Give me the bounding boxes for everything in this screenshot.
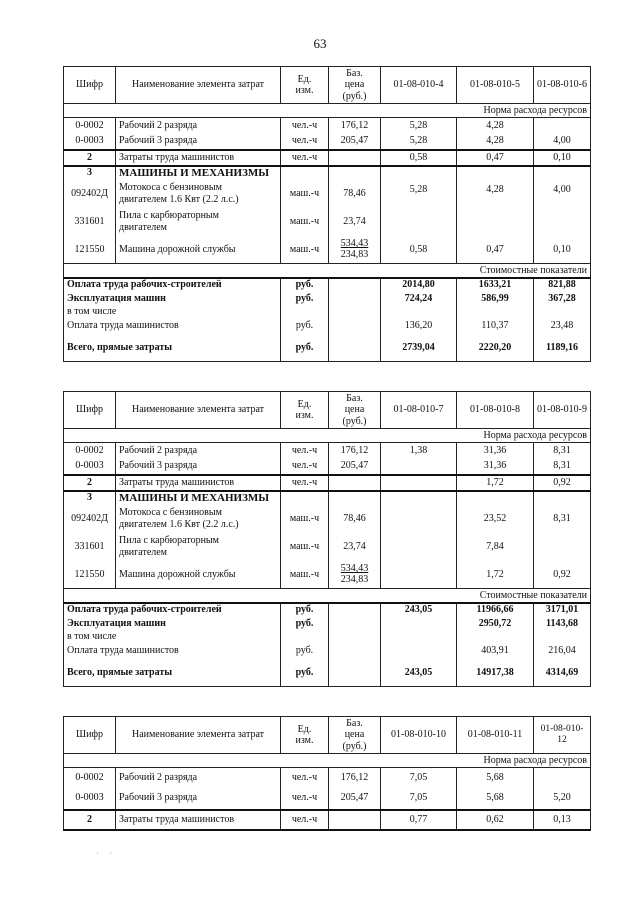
row-code: 0-0002 [64,118,116,134]
row-code: 2 [64,810,116,830]
norm-label: Норма расхода ресурсов [64,429,591,443]
row-name: Машина дорожной службы [116,561,281,589]
row-price: 176,12 [329,443,381,459]
price-header: Баз. цена (руб.) [329,67,381,104]
cost-value: 110,37 [457,318,534,334]
row-value: 5,68 [457,768,534,788]
norm-table-3 [63,716,591,831]
row-code: 3 [64,166,116,180]
row-name: Мотокоса с бензиновым двигателем 1.6 Квт (2.2 л.с.) [116,180,281,208]
cost-unit: руб. [281,278,329,292]
table-row [64,236,591,264]
row-code: 331601 [64,533,116,561]
cost-name: Оплата труда рабочих-строителей [64,278,281,292]
norm-label-row [64,104,591,118]
row-name: Рабочий 2 разряда [116,768,281,788]
row-value: 0,13 [534,810,591,830]
cost-value: 23,48 [534,318,591,334]
row-value: 0,92 [534,561,591,589]
page-number: 63 [313,36,327,51]
cost-name: Эксплуатация машин [64,292,281,306]
row-code: 092402Д [64,180,116,208]
row-value: 0,47 [457,150,534,166]
row-name: Машина дорожной службы [116,236,281,264]
row-value [381,561,457,589]
cost-name: Всего, прямые затраты [64,659,281,687]
row-value [534,208,591,236]
row-price: 176,12 [329,118,381,134]
row-value [381,459,457,475]
cost-name: Эксплуатация машин [64,617,281,631]
cost-unit: руб. [281,659,329,687]
table-row [64,150,591,166]
row-value [381,533,457,561]
row-name: Рабочий 2 разряда [116,118,281,134]
row-code: 0-0002 [64,768,116,788]
cost-value: 724,24 [381,292,457,306]
row-value: 0,10 [534,236,591,264]
header-row [64,67,591,104]
cost-value: 1633,21 [457,278,534,292]
norm-code: 01-08-010-6 [534,67,591,104]
cost-value: 243,05 [381,603,457,617]
cost-unit: руб. [281,643,329,659]
row-unit: чел.-ч [281,788,329,810]
row-value: 8,31 [534,443,591,459]
row-code: 0-0003 [64,459,116,475]
row-code: 2 [64,150,116,166]
cost-row [64,603,591,617]
row-value: 0,62 [457,810,534,830]
cost-value: 367,28 [534,292,591,306]
norm-code: 01-08-010-11 [457,717,534,754]
row-name: Рабочий 3 разряда [116,459,281,475]
cost-unit: руб. [281,603,329,617]
row-value: 0,58 [381,236,457,264]
row-code: 092402Д [64,505,116,533]
norm-label-row [64,754,591,768]
row-code: 3 [64,491,116,505]
cost-label-row [64,264,591,278]
row-unit: чел.-ч [281,475,329,491]
row-value: 4,28 [457,118,534,134]
name-header: Наименование элемента затрат [116,67,281,104]
row-value [457,208,534,236]
row-code: 2 [64,475,116,491]
row-value: 5,28 [381,180,457,208]
row-name: Мотокоса с бензиновым двигателем 1.6 Квт (2.2 л.с.) [116,505,281,533]
cost-name: Оплата труда рабочих-строителей [64,603,281,617]
cost-unit: руб. [281,318,329,334]
table-row [64,810,591,830]
row-price: 176,12 [329,768,381,788]
row-price [329,475,381,491]
cost-value: 3171,01 [534,603,591,617]
row-value [381,505,457,533]
row-value: 5,68 [457,788,534,810]
cost-value: 2739,04 [381,334,457,362]
cost-value: 1143,68 [534,617,591,631]
row-value: 1,72 [457,475,534,491]
row-value: 0,58 [381,150,457,166]
row-price [329,150,381,166]
row-unit: маш.-ч [281,505,329,533]
cost-label: Стоимостные показатели [64,264,591,278]
price-header: Баз. цена (руб.) [329,717,381,754]
cost-row [64,306,591,318]
name-header: Наименование элемента затрат [116,392,281,429]
cost-value [381,643,457,659]
row-value [534,533,591,561]
norm-code: 01-08-010-4 [381,67,457,104]
row-value: 7,05 [381,788,457,810]
norm-table-1 [63,66,591,362]
table-row [64,505,591,533]
row-value [534,768,591,788]
row-name: Рабочий 2 разряда [116,443,281,459]
norm-code: 01-08-010-5 [457,67,534,104]
cost-value: 2220,20 [457,334,534,362]
row-value: 8,31 [534,505,591,533]
norm-table-2 [63,391,591,687]
row-price: 534,43 234,83 [329,236,381,264]
row-unit: маш.-ч [281,236,329,264]
row-name: Рабочий 3 разряда [116,788,281,810]
cost-value: 243,05 [381,659,457,687]
code-header: Шифр [64,67,116,104]
cost-name: в том числе [64,631,281,643]
cost-row [64,318,591,334]
cost-row [64,643,591,659]
norm-code: 01-08-010-8 [457,392,534,429]
row-value: 1,72 [457,561,534,589]
row-value: 7,84 [457,533,534,561]
row-value: 4,00 [534,180,591,208]
row-unit: маш.-ч [281,533,329,561]
cost-name: в том числе [64,306,281,318]
table-row [64,475,591,491]
row-value [381,475,457,491]
cost-value: 11966,66 [457,603,534,617]
row-unit: маш.-ч [281,561,329,589]
table-row [64,443,591,459]
cost-row [64,278,591,292]
cost-value: 1189,16 [534,334,591,362]
row-value: 4,00 [534,134,591,150]
header-row [64,392,591,429]
row-unit: чел.-ч [281,443,329,459]
norm-code: 01-08-010-12 [534,717,591,754]
section-title: МАШИНЫ И МЕХАНИЗМЫ [116,491,281,505]
row-value: 5,28 [381,134,457,150]
row-value: 1,38 [381,443,457,459]
section-row [64,491,591,505]
row-price: 78,46 [329,505,381,533]
cost-value: 14917,38 [457,659,534,687]
row-name: Рабочий 3 разряда [116,134,281,150]
row-value: 4,28 [457,180,534,208]
table-row [64,459,591,475]
row-name: Затраты труда машинистов [116,810,281,830]
code-header: Шифр [64,717,116,754]
row-value: 31,36 [457,443,534,459]
cost-value: 216,04 [534,643,591,659]
norm-label: Норма расхода ресурсов [64,754,591,768]
row-unit: чел.-ч [281,810,329,830]
row-price: 534,43 234,83 [329,561,381,589]
row-name: Пила с карбюраторным двигателем [116,533,281,561]
row-value [534,118,591,134]
cost-row [64,617,591,631]
cost-name: Оплата труда машинистов [64,318,281,334]
unit-header: Ед. изм. [281,67,329,104]
row-value: 0,47 [457,236,534,264]
row-value: 5,28 [381,118,457,134]
cost-row [64,631,591,643]
table-row [64,788,591,810]
row-unit: чел.-ч [281,118,329,134]
cost-row [64,659,591,687]
norm-code: 01-08-010-9 [534,392,591,429]
row-price: 78,46 [329,180,381,208]
header-row [64,717,591,754]
row-price: 205,47 [329,788,381,810]
row-price: 23,74 [329,533,381,561]
row-code: 0-0002 [64,443,116,459]
row-value: 0,10 [534,150,591,166]
row-value: 0,92 [534,475,591,491]
row-value: 23,52 [457,505,534,533]
unit-header: Ед. изм. [281,392,329,429]
unit-header: Ед. изм. [281,717,329,754]
row-value: 5,20 [534,788,591,810]
row-value: 8,31 [534,459,591,475]
cost-unit: руб. [281,617,329,631]
cost-value: 136,20 [381,318,457,334]
cost-value: 2950,72 [457,617,534,631]
table-row [64,180,591,208]
cost-unit: руб. [281,292,329,306]
name-header: Наименование элемента затрат [116,717,281,754]
norm-code: 01-08-010-10 [381,717,457,754]
row-value [381,208,457,236]
cost-value: 2014,80 [381,278,457,292]
cost-value: 403,91 [457,643,534,659]
row-unit: чел.-ч [281,150,329,166]
row-unit: чел.-ч [281,768,329,788]
row-value: 0,77 [381,810,457,830]
cost-name: Всего, прямые затраты [64,334,281,362]
row-price: 23,74 [329,208,381,236]
table-row [64,118,591,134]
cost-value [381,617,457,631]
row-unit: маш.-ч [281,180,329,208]
cost-value: 4314,69 [534,659,591,687]
cost-value: 586,99 [457,292,534,306]
table-row [64,533,591,561]
row-unit: маш.-ч [281,208,329,236]
norm-code: 01-08-010-7 [381,392,457,429]
section-row [64,166,591,180]
table-row [64,134,591,150]
row-unit: чел.-ч [281,459,329,475]
row-name: Пила с карбюраторным двигателем [116,208,281,236]
row-code: 121550 [64,561,116,589]
row-code: 0-0003 [64,134,116,150]
scan-mark: · · [96,848,117,858]
table-row [64,208,591,236]
row-value: 7,05 [381,768,457,788]
row-price: 205,47 [329,134,381,150]
table-row [64,561,591,589]
price-header: Баз. цена (руб.) [329,392,381,429]
cost-name: Оплата труда машинистов [64,643,281,659]
row-price [329,810,381,830]
table-row [64,768,591,788]
row-code: 331601 [64,208,116,236]
norm-label: Норма расхода ресурсов [64,104,591,118]
row-value: 31,36 [457,459,534,475]
norm-label-row [64,429,591,443]
row-name: Затраты труда машинистов [116,475,281,491]
section-title: МАШИНЫ И МЕХАНИЗМЫ [116,166,281,180]
row-name: Затраты труда машинистов [116,150,281,166]
cost-row [64,292,591,306]
cost-label-row [64,589,591,603]
row-unit: чел.-ч [281,134,329,150]
cost-unit: руб. [281,334,329,362]
row-code: 121550 [64,236,116,264]
code-header: Шифр [64,392,116,429]
cost-value: 821,88 [534,278,591,292]
row-price: 205,47 [329,459,381,475]
cost-row [64,334,591,362]
row-code: 0-0003 [64,788,116,810]
cost-label: Стоимостные показатели [64,589,591,603]
row-value: 4,28 [457,134,534,150]
